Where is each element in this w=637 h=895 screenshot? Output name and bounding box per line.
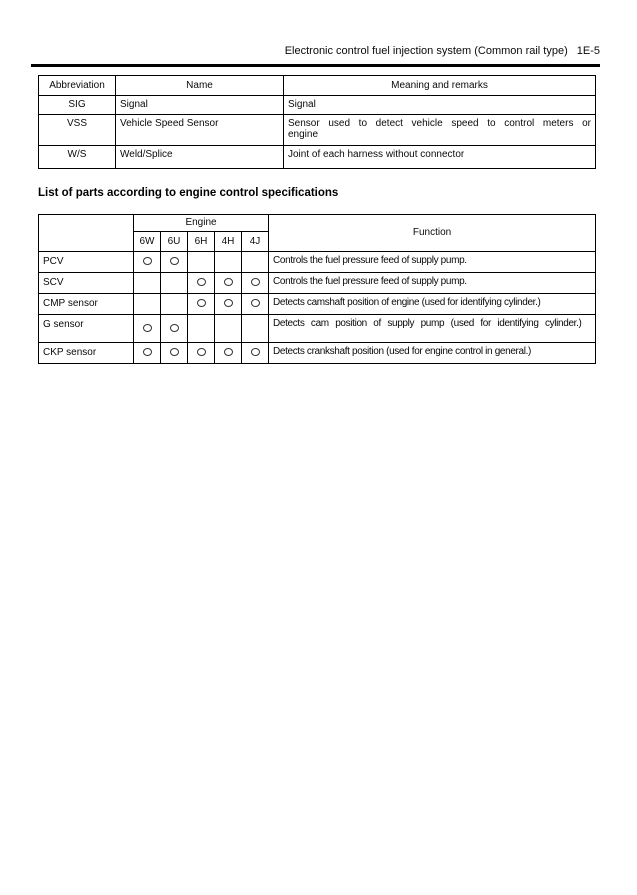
function-cell <box>269 251 596 272</box>
table-row <box>39 342 596 363</box>
engine-mark-cell <box>134 314 161 342</box>
engine-mark-cell <box>134 251 161 272</box>
applicable-circle-icon <box>143 348 152 356</box>
page-number: 1E-5 <box>576 45 600 57</box>
engine-mark-cell <box>242 314 269 342</box>
table-header-row <box>39 214 596 231</box>
meaning-header-cell: Meaning and remarks <box>284 75 596 95</box>
name-cell: Signal <box>116 95 284 114</box>
part-name-cell: SCV <box>39 272 134 293</box>
engine-mark-cell <box>188 293 215 314</box>
engine-mark-cell <box>215 272 242 293</box>
function-header-cell: Function <box>269 214 596 251</box>
table-row <box>39 251 596 272</box>
function-cell <box>269 342 596 363</box>
engine-column-header: 4J <box>242 231 269 251</box>
page-header-title: Electronic control fuel injection system (Common rail type) <box>284 45 568 57</box>
engine-column-header: 4H <box>215 231 242 251</box>
engine-column-header: 6W <box>134 231 161 251</box>
meaning-cell <box>284 114 596 145</box>
name-cell: Vehicle Speed Sensor <box>116 114 284 145</box>
engine-mark-cell <box>161 314 188 342</box>
engine-mark-cell <box>188 314 215 342</box>
function-text: Controls the fuel pressure feed of supply pump. <box>273 254 467 266</box>
header-rule <box>31 64 600 67</box>
meaning-cell <box>284 95 596 114</box>
function-cell <box>269 293 596 314</box>
engine-mark-cell <box>215 251 242 272</box>
abbreviation-header-cell: Abbreviation <box>39 75 116 95</box>
table-row <box>39 314 596 342</box>
meaning-text: Sensor used to detect vehicle speed to control meters or engine <box>288 117 591 140</box>
engine-mark-cell <box>161 342 188 363</box>
part-name-cell: PCV <box>39 251 134 272</box>
parts-table <box>38 214 596 364</box>
part-name-cell: CMP sensor <box>39 293 134 314</box>
applicable-circle-icon <box>251 348 260 356</box>
abbreviation-table <box>38 75 596 169</box>
applicable-circle-icon <box>197 299 206 307</box>
table-row <box>39 145 596 168</box>
applicable-circle-icon <box>143 324 152 332</box>
applicable-circle-icon <box>170 348 179 356</box>
meaning-cell <box>284 145 596 168</box>
table-row <box>39 272 596 293</box>
applicable-circle-icon <box>197 348 206 356</box>
engine-mark-cell <box>134 293 161 314</box>
engine-header-cell: Engine <box>134 214 269 231</box>
abbreviation-cell: SIG <box>39 95 116 114</box>
name-cell: Weld/Splice <box>116 145 284 168</box>
section-heading: List of parts according to engine control specifications <box>38 186 339 199</box>
engine-mark-cell <box>242 272 269 293</box>
meaning-text: Signal <box>288 98 316 110</box>
applicable-circle-icon <box>197 278 206 286</box>
meaning-text: Joint of each harness without connector <box>288 148 465 160</box>
applicable-circle-icon <box>224 278 233 286</box>
manual-page <box>0 0 637 364</box>
applicable-circle-icon <box>251 278 260 286</box>
applicable-circle-icon <box>224 299 233 307</box>
function-cell <box>269 314 596 342</box>
engine-mark-cell <box>134 272 161 293</box>
blank-corner-cell <box>39 214 134 251</box>
engine-mark-cell <box>215 293 242 314</box>
engine-mark-cell <box>188 272 215 293</box>
part-name-cell: G sensor <box>39 314 134 342</box>
engine-mark-cell <box>188 342 215 363</box>
engine-mark-cell <box>161 251 188 272</box>
engine-mark-cell <box>215 342 242 363</box>
function-text: Controls the fuel pressure feed of supply pump. <box>273 275 467 287</box>
table-row <box>39 114 596 145</box>
engine-mark-cell <box>134 342 161 363</box>
applicable-circle-icon <box>143 257 152 265</box>
abbreviation-cell: VSS <box>39 114 116 145</box>
engine-mark-cell <box>242 293 269 314</box>
engine-column-header: 6U <box>161 231 188 251</box>
function-text: Detects camshaft position of engine (used for identifying cylinder.) <box>273 296 541 308</box>
engine-mark-cell <box>188 251 215 272</box>
engine-mark-cell <box>215 314 242 342</box>
applicable-circle-icon <box>251 299 260 307</box>
part-name-cell: CKP sensor <box>39 342 134 363</box>
name-header-cell: Name <box>116 75 284 95</box>
applicable-circle-icon <box>170 324 179 332</box>
applicable-circle-icon <box>170 257 179 265</box>
applicable-circle-icon <box>224 348 233 356</box>
engine-column-header: 6H <box>188 231 215 251</box>
engine-mark-cell <box>242 342 269 363</box>
function-text: Detects crankshaft position (used for engine control in general.) <box>273 345 532 357</box>
function-text: Detects cam position of supply pump (used for identifying cylinder.) <box>273 317 582 329</box>
page-header <box>38 45 600 58</box>
engine-mark-cell <box>161 293 188 314</box>
function-cell <box>269 272 596 293</box>
table-header-row <box>39 75 596 95</box>
table-row <box>39 95 596 114</box>
engine-mark-cell <box>161 272 188 293</box>
table-row <box>39 293 596 314</box>
engine-mark-cell <box>242 251 269 272</box>
abbreviation-cell: W/S <box>39 145 116 168</box>
